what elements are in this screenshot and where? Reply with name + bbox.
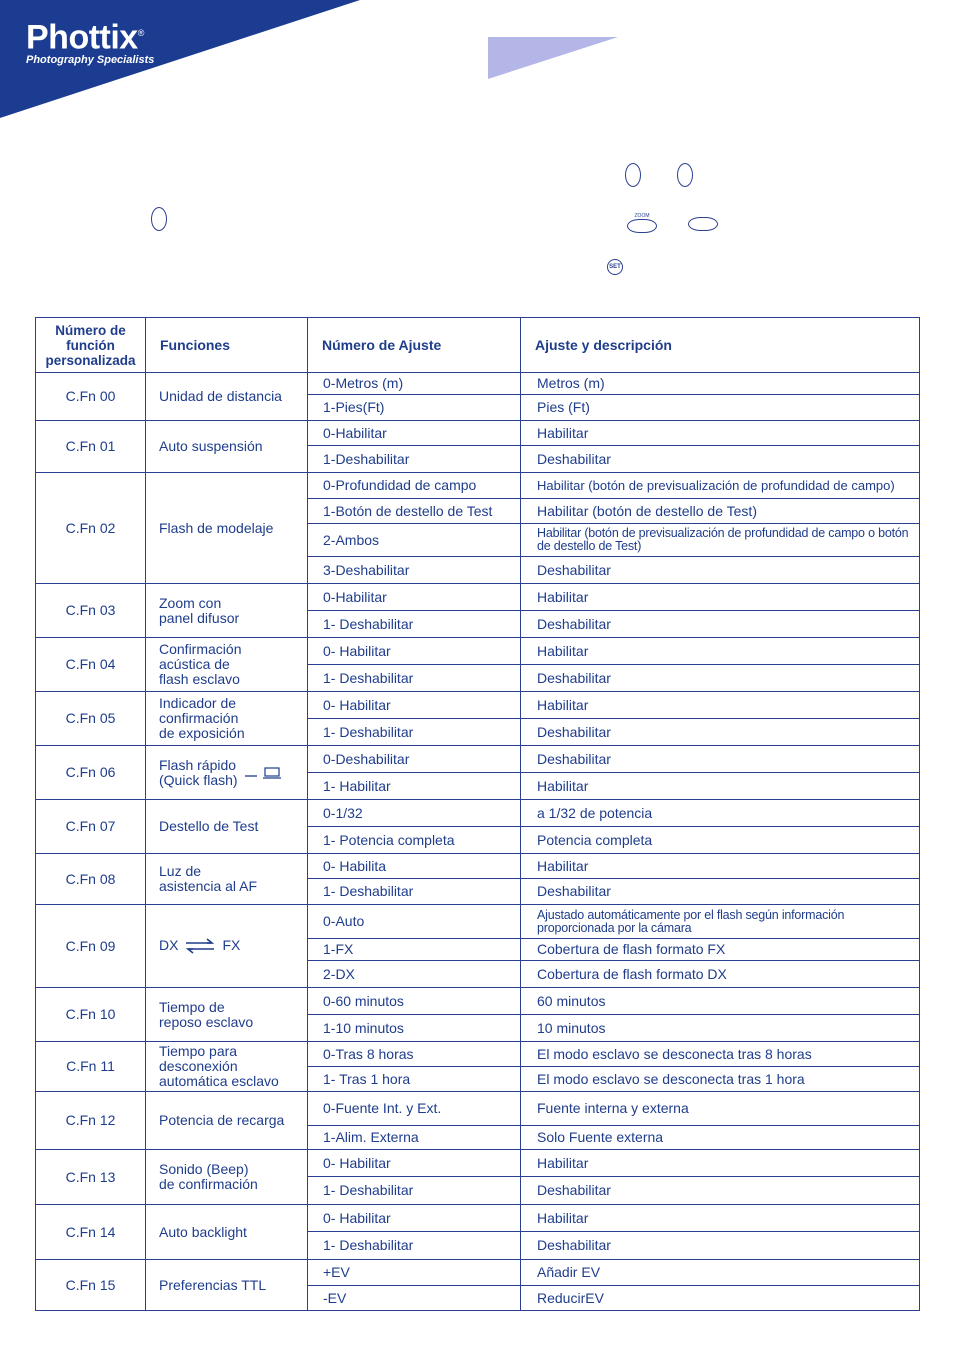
setting-description: Pies (Ft) bbox=[521, 395, 920, 421]
function-number: C.Fn 02 bbox=[36, 473, 146, 584]
dial-left-icon bbox=[151, 207, 167, 231]
setting-value: 0-Habilitar bbox=[308, 421, 521, 446]
table-row bbox=[36, 421, 920, 446]
setting-description: Deshabilitar bbox=[521, 611, 920, 638]
table-row bbox=[36, 1042, 920, 1067]
setting-value: 0-60 minutos bbox=[308, 988, 521, 1015]
setting-description: Fuente interna y externa bbox=[521, 1092, 920, 1126]
function-name bbox=[146, 638, 308, 692]
setting-description: Deshabilitar bbox=[521, 879, 920, 905]
function-number: C.Fn 12 bbox=[36, 1092, 146, 1150]
setting-description: Habilitar bbox=[521, 854, 920, 879]
setting-value: 1- Deshabilitar bbox=[308, 665, 521, 692]
setting-value: 0-1/32 bbox=[308, 800, 521, 827]
setting-description: 10 minutos bbox=[521, 1015, 920, 1042]
function-name bbox=[146, 1260, 308, 1311]
setting-value: 2-DX bbox=[308, 961, 521, 988]
setting-value: 0-Profundidad de campo bbox=[308, 473, 521, 499]
setting-value: 0- Habilitar bbox=[308, 692, 521, 719]
zoom-label: ZOOM bbox=[634, 213, 650, 219]
function-label-line: Tiempo de bbox=[159, 998, 225, 1015]
function-label-line: de exposición bbox=[159, 725, 245, 741]
function-label: Destello de Test bbox=[159, 818, 259, 834]
function-label-line: desconexión bbox=[159, 1058, 238, 1074]
function-label-left: DX bbox=[159, 936, 179, 953]
function-name bbox=[146, 988, 308, 1042]
setting-value: 0-Deshabilitar bbox=[308, 746, 521, 773]
header-number: Número de función personalizada bbox=[36, 318, 146, 373]
function-name bbox=[146, 746, 308, 800]
function-label-line: Zoom con bbox=[159, 594, 222, 611]
table-row bbox=[36, 584, 920, 611]
table-row bbox=[36, 1205, 920, 1232]
function-number: C.Fn 08 bbox=[36, 854, 146, 905]
setting-value: 3-Deshabilitar bbox=[308, 557, 521, 584]
custom-functions-table bbox=[35, 317, 920, 1311]
setting-value: 0-Fuente Int. y Ext. bbox=[308, 1092, 521, 1126]
setting-description: Ajustado automáticamente por el flash según información proporcionada por la cámara bbox=[521, 905, 920, 939]
function-number: C.Fn 00 bbox=[36, 373, 146, 421]
function-label-line: Confirmación bbox=[159, 641, 242, 657]
function-label-line: panel difusor bbox=[159, 609, 240, 626]
function-label: Flash de modelaje bbox=[159, 519, 274, 536]
setting-value: 1- Deshabilitar bbox=[308, 879, 521, 905]
function-label: Potencia de recarga bbox=[159, 1112, 285, 1128]
setting-value: +EV bbox=[308, 1260, 521, 1286]
function-label-line: Flash rápido bbox=[159, 756, 237, 773]
swap-arrows-icon bbox=[184, 938, 216, 954]
function-name bbox=[146, 1042, 308, 1092]
setting-description: Deshabilitar bbox=[521, 1232, 920, 1260]
dial-left-icon bbox=[625, 163, 641, 187]
setting-description: El modo esclavo se desconecta tras 8 horas bbox=[521, 1042, 920, 1067]
table-row bbox=[36, 746, 920, 773]
function-label-line: flash esclavo bbox=[159, 671, 240, 687]
function-name bbox=[146, 1205, 308, 1260]
function-label-line: Sonido (Beep) bbox=[159, 1161, 249, 1177]
function-number: C.Fn 13 bbox=[36, 1150, 146, 1205]
setting-value: 1- Deshabilitar bbox=[308, 1177, 521, 1205]
setting-description: Añadir EV bbox=[521, 1260, 920, 1286]
setting-description: Cobertura de flash formato FX bbox=[521, 939, 920, 961]
dial-right-icon bbox=[677, 163, 693, 187]
header-functions: Funciones bbox=[146, 318, 308, 373]
setting-value: 1-FX bbox=[308, 939, 521, 961]
setting-value: 0-Tras 8 horas bbox=[308, 1042, 521, 1067]
function-label-line: (Quick flash) bbox=[159, 771, 238, 788]
setting-description: Habilitar (botón de previsualización de profundidad de campo o botón de destello de Test) bbox=[521, 524, 920, 557]
brand-tagline: Photography Specialists bbox=[26, 54, 155, 67]
setting-value: 0- Habilitar bbox=[308, 1150, 521, 1177]
setting-description: Deshabilitar bbox=[521, 746, 920, 773]
set-label: SET bbox=[607, 259, 623, 275]
function-label-right: FX bbox=[222, 936, 241, 953]
setting-value: 1-Deshabilitar bbox=[308, 446, 521, 473]
table-row bbox=[36, 905, 920, 939]
function-name bbox=[146, 421, 308, 473]
table-row bbox=[36, 373, 920, 395]
table-row bbox=[36, 1150, 920, 1177]
function-name bbox=[146, 584, 308, 638]
function-label: Auto backlight bbox=[159, 1223, 247, 1240]
function-number: C.Fn 14 bbox=[36, 1205, 146, 1260]
setting-description: Habilitar (botón de destello de Test) bbox=[521, 499, 920, 524]
header-setting: Número de Ajuste bbox=[308, 318, 521, 373]
table-row bbox=[36, 692, 920, 719]
function-label-line: asistencia al AF bbox=[159, 878, 258, 894]
function-name bbox=[146, 692, 308, 746]
table-row bbox=[36, 800, 920, 827]
accent-band bbox=[488, 37, 618, 79]
setting-description: 60 minutos bbox=[521, 988, 920, 1015]
lens-button-icon bbox=[688, 217, 718, 231]
function-name bbox=[146, 1092, 308, 1150]
setting-description: ReducirEV bbox=[521, 1286, 920, 1311]
setting-value: 1- Deshabilitar bbox=[308, 611, 521, 638]
table-row bbox=[36, 1092, 920, 1126]
setting-value: 1-Pies(Ft) bbox=[308, 395, 521, 421]
setting-description: El modo esclavo se desconecta tras 1 hora bbox=[521, 1067, 920, 1092]
function-name bbox=[146, 473, 308, 584]
function-number: C.Fn 05 bbox=[36, 692, 146, 746]
function-name bbox=[146, 905, 308, 988]
function-label-line: de confirmación bbox=[159, 1176, 258, 1192]
setting-description: Metros (m) bbox=[521, 373, 920, 395]
setting-value: 0-Auto bbox=[308, 905, 521, 939]
function-name bbox=[146, 854, 308, 905]
function-name bbox=[146, 1150, 308, 1205]
setting-description: Deshabilitar bbox=[521, 557, 920, 584]
setting-value: 1-10 minutos bbox=[308, 1015, 521, 1042]
set-button-icon bbox=[607, 259, 623, 275]
table-body bbox=[36, 373, 920, 1311]
setting-description: Habilitar bbox=[521, 584, 920, 611]
function-number: C.Fn 04 bbox=[36, 638, 146, 692]
function-label: Preferencias TTL bbox=[159, 1276, 267, 1293]
setting-description: Habilitar bbox=[521, 692, 920, 719]
table-header-row bbox=[36, 318, 920, 373]
function-number: C.Fn 01 bbox=[36, 421, 146, 473]
table-row bbox=[36, 988, 920, 1015]
function-number: C.Fn 15 bbox=[36, 1260, 146, 1311]
table-row bbox=[36, 1260, 920, 1286]
setting-description: Potencia completa bbox=[521, 827, 920, 854]
brand-name: Phottix® bbox=[26, 18, 144, 57]
function-label-line: Luz de bbox=[159, 863, 202, 879]
function-name bbox=[146, 373, 308, 421]
table-row bbox=[36, 854, 920, 879]
header-description: Ajuste y descripción bbox=[521, 318, 920, 373]
setting-value: -EV bbox=[308, 1286, 521, 1311]
function-number: C.Fn 03 bbox=[36, 584, 146, 638]
setting-value: 1- Habilitar bbox=[308, 773, 521, 800]
setting-description: Habilitar (botón de previsualización de profundidad de campo) bbox=[521, 473, 920, 499]
setting-value: 1- Deshabilitar bbox=[308, 719, 521, 746]
function-number: C.Fn 06 bbox=[36, 746, 146, 800]
setting-description: Habilitar bbox=[521, 773, 920, 800]
function-number: C.Fn 07 bbox=[36, 800, 146, 854]
function-number: C.Fn 09 bbox=[36, 905, 146, 988]
setting-value: 2-Ambos bbox=[308, 524, 521, 557]
setting-description: Habilitar bbox=[521, 638, 920, 665]
setting-description: Solo Fuente externa bbox=[521, 1126, 920, 1150]
function-label-line: reposo esclavo bbox=[159, 1013, 254, 1030]
table-row bbox=[36, 473, 920, 499]
setting-description: Deshabilitar bbox=[521, 1177, 920, 1205]
setting-description: Deshabilitar bbox=[521, 719, 920, 746]
setting-value: 1- Potencia completa bbox=[308, 827, 521, 854]
setting-value: 0-Metros (m) bbox=[308, 373, 521, 395]
function-label-line: acústica de bbox=[159, 656, 230, 672]
setting-value: 1-Botón de destello de Test bbox=[308, 499, 521, 524]
brand-logo bbox=[26, 14, 154, 66]
setting-value: 0- Habilita bbox=[308, 854, 521, 879]
function-label-line: confirmación bbox=[159, 710, 239, 726]
zoom-button-icon bbox=[627, 214, 657, 233]
setting-value: 0- Habilitar bbox=[308, 1205, 521, 1232]
setting-value: 1-Alim. Externa bbox=[308, 1126, 521, 1150]
setting-description: Cobertura de flash formato DX bbox=[521, 961, 920, 988]
function-label-line: Indicador de bbox=[159, 695, 237, 711]
function-name bbox=[146, 800, 308, 854]
table-row bbox=[36, 638, 920, 665]
quick-flash-icon bbox=[244, 765, 284, 781]
setting-value: 0-Habilitar bbox=[308, 584, 521, 611]
function-number: C.Fn 11 bbox=[36, 1042, 146, 1092]
function-number: C.Fn 10 bbox=[36, 988, 146, 1042]
function-label-line: automática esclavo bbox=[159, 1073, 279, 1089]
setting-description: a 1/32 de potencia bbox=[521, 800, 920, 827]
setting-description: Deshabilitar bbox=[521, 665, 920, 692]
function-label: Auto suspensión bbox=[159, 438, 263, 454]
setting-value: 0- Habilitar bbox=[308, 638, 521, 665]
function-label-line: Tiempo para bbox=[159, 1043, 238, 1059]
setting-value: 1- Tras 1 hora bbox=[308, 1067, 521, 1092]
function-label: Unidad de distancia bbox=[159, 388, 282, 404]
setting-description: Habilitar bbox=[521, 1150, 920, 1177]
setting-description: Deshabilitar bbox=[521, 446, 920, 473]
setting-value: 1- Deshabilitar bbox=[308, 1232, 521, 1260]
setting-description: Habilitar bbox=[521, 421, 920, 446]
setting-description: Habilitar bbox=[521, 1205, 920, 1232]
